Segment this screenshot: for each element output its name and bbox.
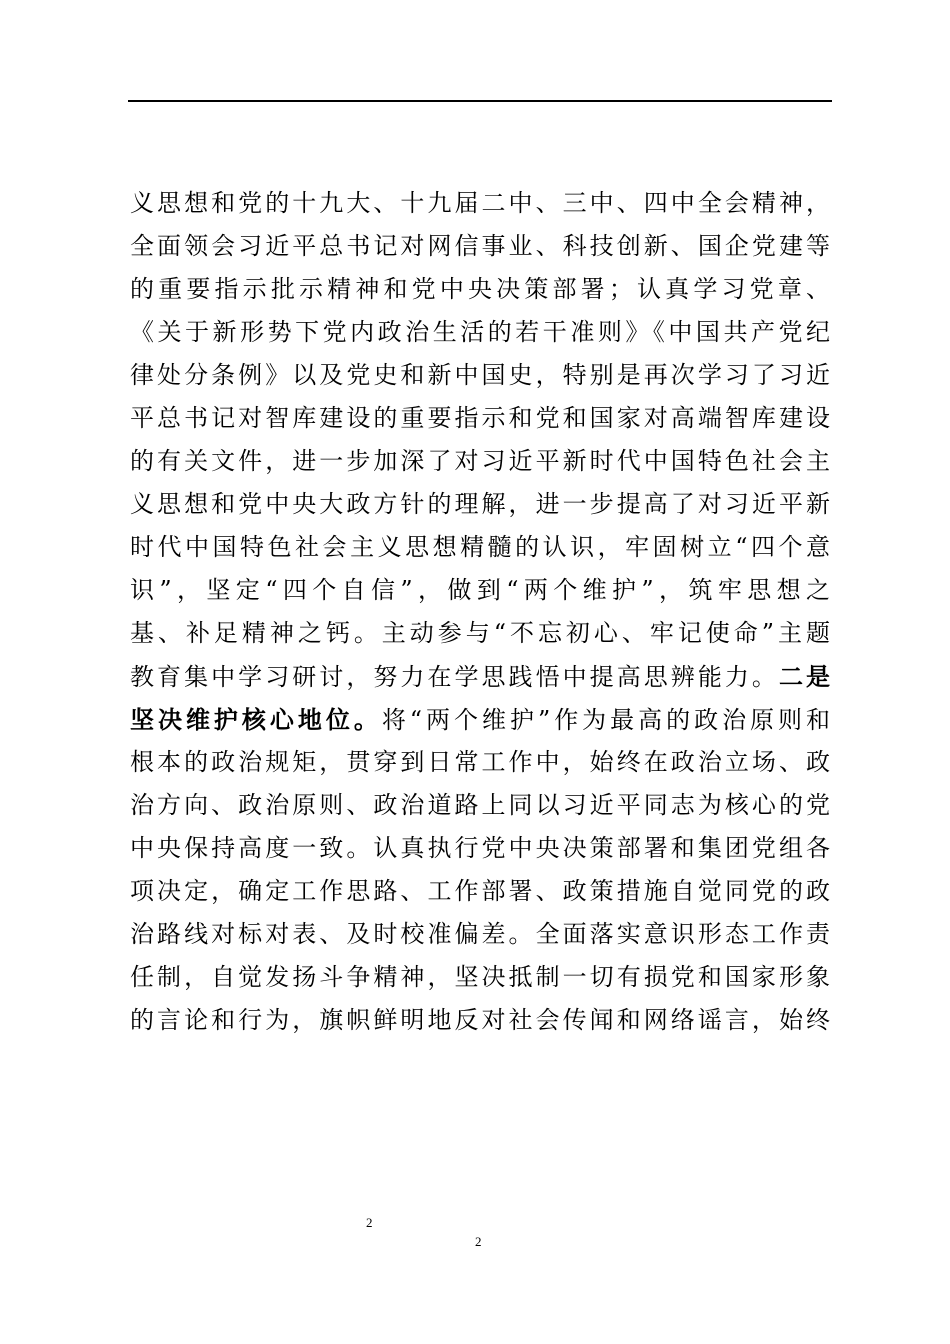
text-line: 全面领会习近平总书记对网信事业、科技创新、国企党建等 <box>130 232 830 260</box>
text-segment: 将“两个维护”作为最高的政治原则和 <box>381 706 830 734</box>
page-number: 2 <box>366 1215 373 1230</box>
text-line: 中央保持高度一致。认真执行党中央决策部署和集团党组各 <box>130 834 830 862</box>
text-line: 项决定，确定工作思路、工作部署、政策措施自觉同党的政 <box>130 877 830 905</box>
text-line: 治方向、政治原则、政治道路上同以习近平同志为核心的党 <box>130 791 830 819</box>
text-line: 义思想和党的十九大、十九届二中、三中、四中全会精神， <box>130 189 830 217</box>
text-line: 《关于新形势下党内政治生活的若干准则》《中国共产党纪 <box>130 318 830 346</box>
text-line: 任制，自觉发扬斗争精神，坚决抵制一切有损党和国家形象 <box>130 963 830 991</box>
section-heading-bold: 坚决维护核心地位。 <box>130 705 382 734</box>
text-line: 的重要指示批示精神和党中央决策部署；认真学习党章、 <box>130 275 830 303</box>
text-line: 识”，坚定“四个自信”，做到“两个维护”，筑牢思想之 <box>130 576 830 604</box>
text-line: 基、补足精神之钙。主动参与“不忘初心、牢记使命”主题 <box>130 619 830 647</box>
text-line <box>130 655 830 698</box>
text-line: 的有关文件，进一步加深了对习近平新时代中国特色社会主 <box>130 447 830 475</box>
text-line: 义思想和党中央大政方针的理解，进一步提高了对习近平新 <box>130 490 830 518</box>
header-rule <box>128 100 832 102</box>
text-line: 治路线对标对表、及时校准偏差。全面落实意识形态工作责 <box>130 920 830 948</box>
text-line: 平总书记对智库建设的重要指示和党和国家对高端智库建设 <box>130 404 830 432</box>
text-segment: 教育集中学习研讨，努力在学思践悟中提高思辨能力。 <box>130 663 779 691</box>
text-line: 时代中国特色社会主义思想精髓的认识，牢固树立“四个意 <box>130 533 830 561</box>
text-line: 根本的政治规矩，贯穿到日常工作中，始终在政治立场、政 <box>130 748 830 776</box>
text-line: 律处分条例》以及党史和新中国史，特别是再次学习了习近 <box>130 361 830 389</box>
body-text <box>130 182 830 1042</box>
text-line: 的言论和行为，旗帜鲜明地反对社会传闻和网络谣言，始终 <box>130 1006 830 1034</box>
page-number: 2 <box>475 1234 482 1249</box>
section-marker-bold: 二是 <box>778 662 830 691</box>
text-line <box>130 698 830 741</box>
